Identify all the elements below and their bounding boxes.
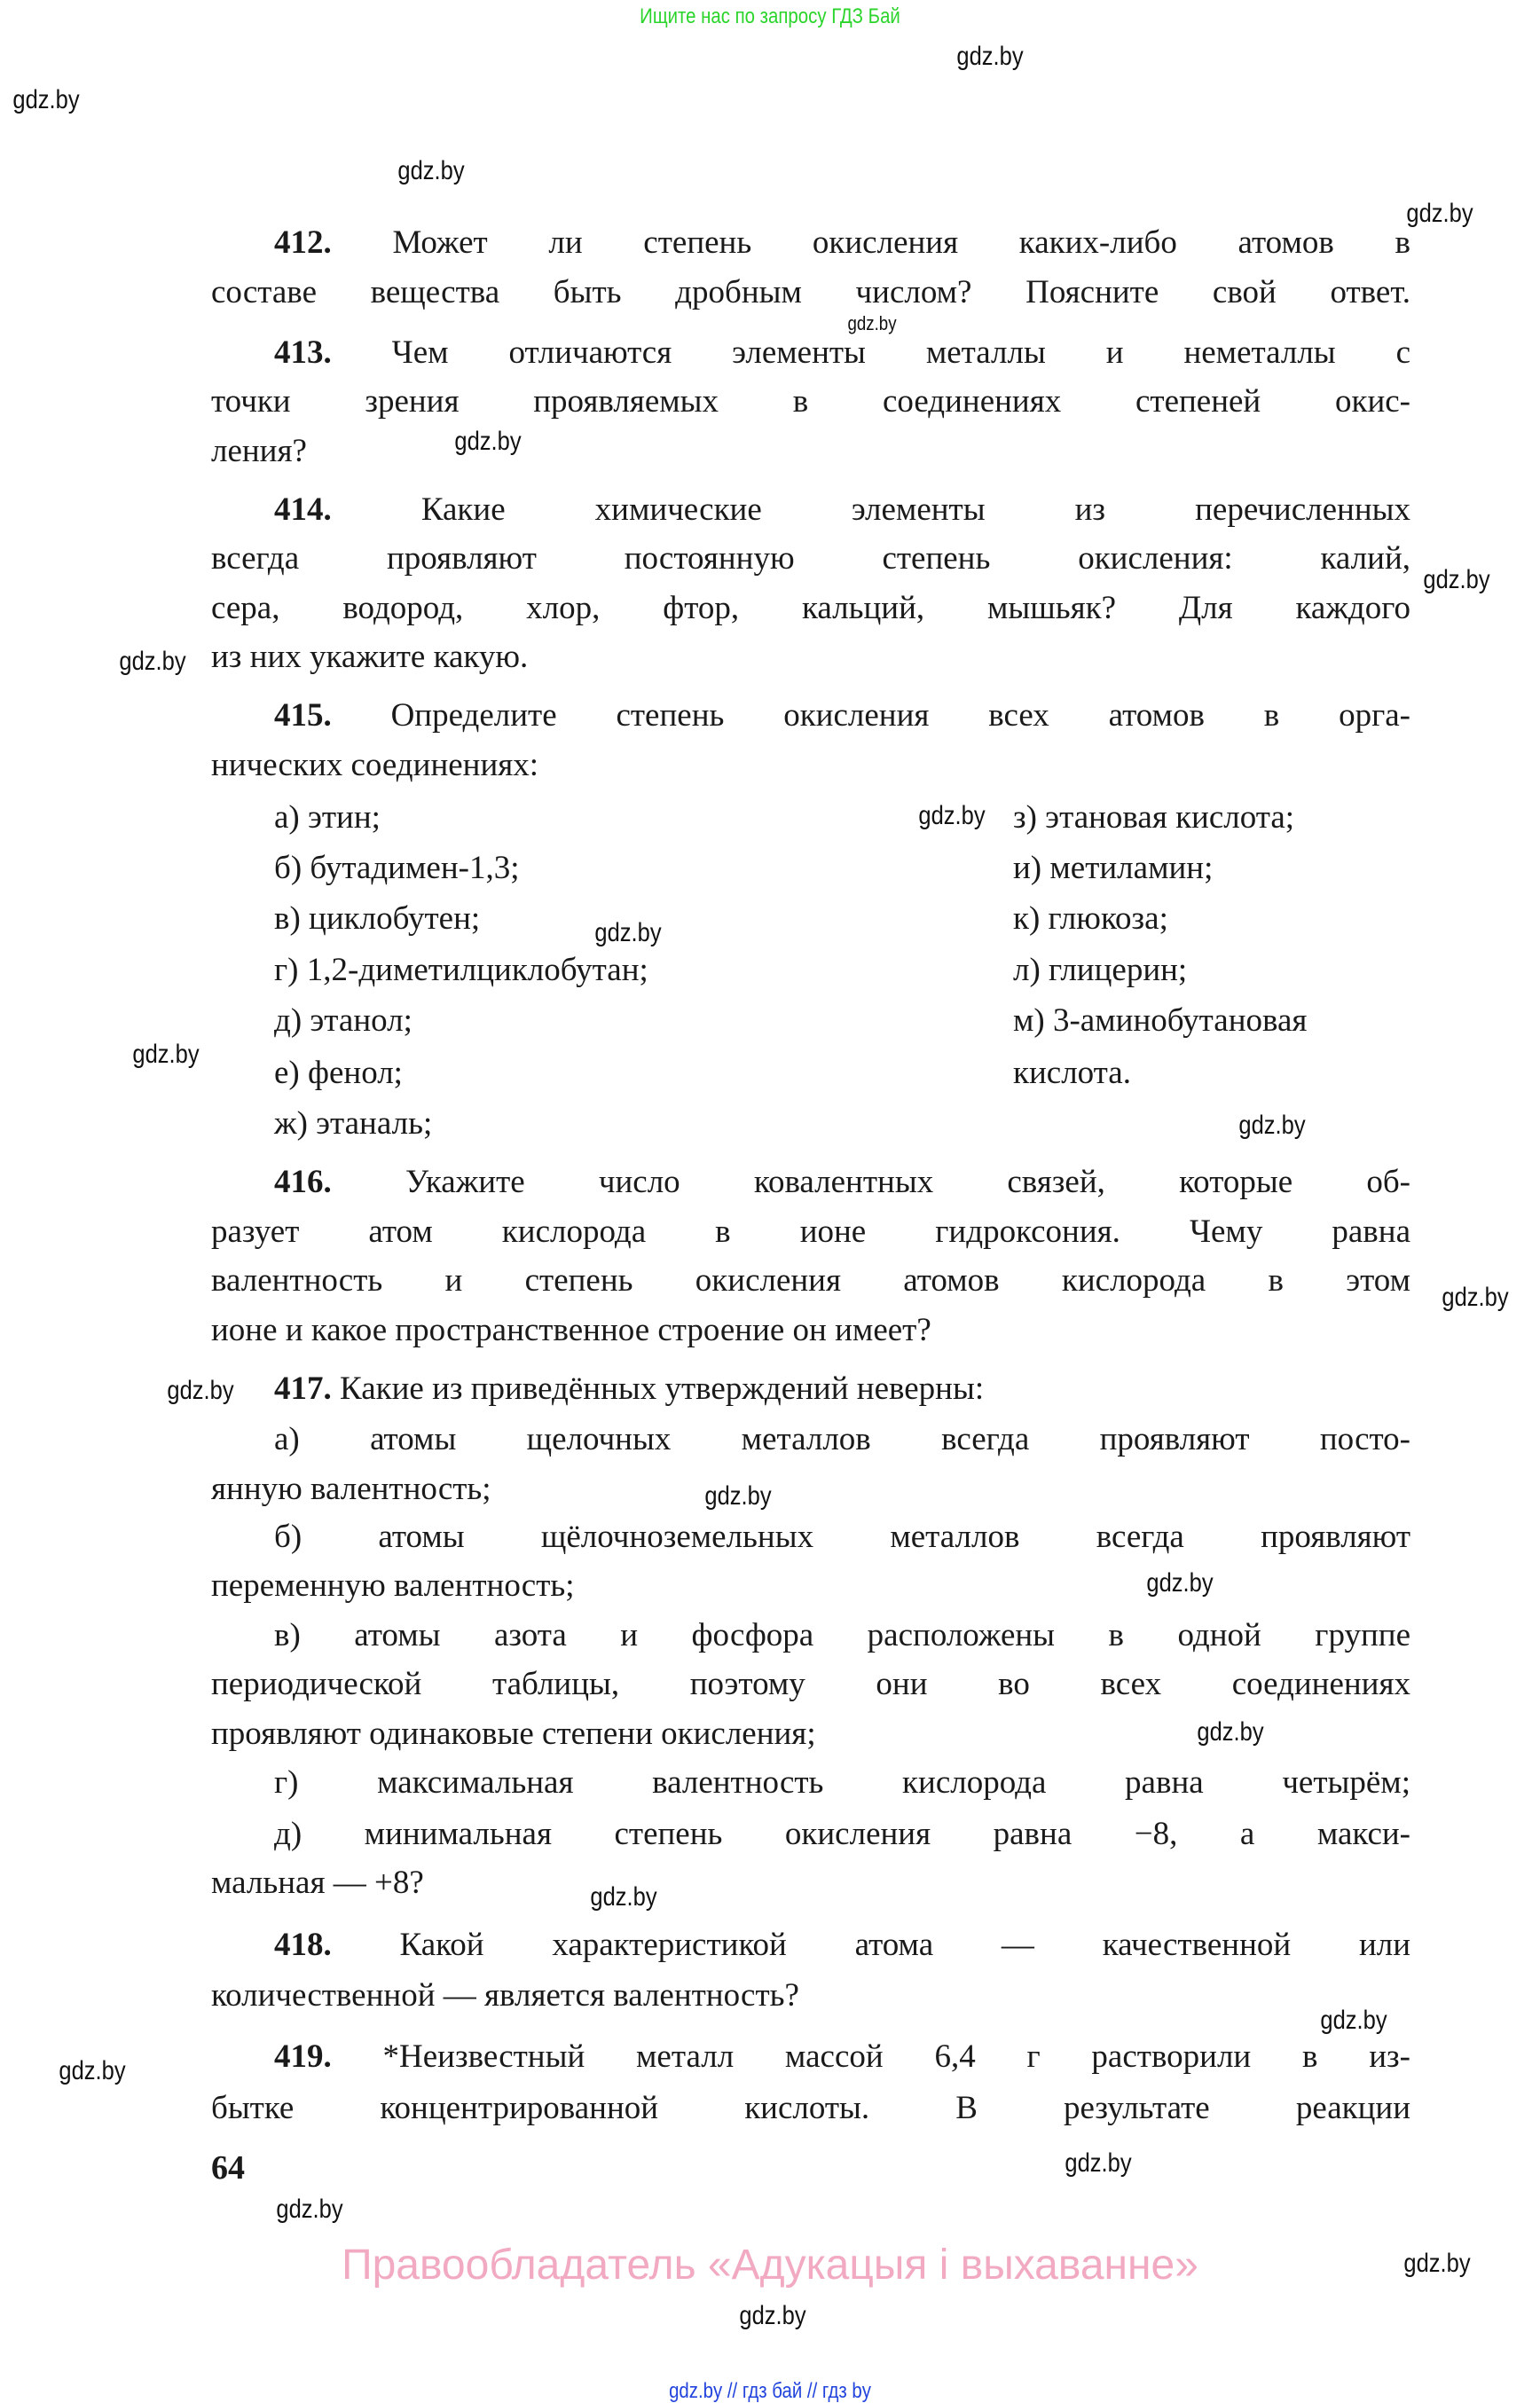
watermark: gdz.by <box>397 155 465 185</box>
watermark: gdz.by <box>703 1481 772 1512</box>
problem-number: 416. <box>274 1164 332 1201</box>
problem-text-line: составе вещества быть дробным числом? Поясните свой ответ. <box>211 273 1410 310</box>
watermark: gdz.by <box>1146 1567 1214 1598</box>
list-item: к) глюкоза; <box>1013 900 1168 938</box>
watermark: gdz.by <box>119 647 186 677</box>
problem-text-line: мальная — +8? <box>211 1865 424 1902</box>
problem-text-line: всегда проявляют постоянную степень окисления: калий, <box>211 540 1410 577</box>
problem-number: 419. <box>274 2038 332 2076</box>
problem-number: 415. <box>274 697 332 734</box>
problem-text-line: д) минимальная степень окисления равна −8, а макси- <box>274 1815 1410 1852</box>
problem-text-line: сера, водород, хлор, фтор, кальций, мышьяк? Для каждого <box>211 589 1410 626</box>
problem-text-line: б) атомы щёлочноземельных металлов всегда проявляют <box>274 1518 1410 1555</box>
problem-text-line: янную валентность; <box>211 1470 491 1507</box>
problem-first-line <box>274 2038 1410 2077</box>
watermark: gdz.by <box>276 2195 343 2225</box>
list-item: а) этин; <box>274 798 381 836</box>
list-item: м) 3-аминобутановая <box>1013 1001 1308 1039</box>
problem-text-line: разует атом кислорода в ионе гидроксония. Чему равна <box>211 1213 1410 1250</box>
watermark: gdz.by <box>59 2055 126 2085</box>
watermark: gdz.by <box>1442 1283 1509 1313</box>
watermark: gdz.by <box>1238 1111 1306 1141</box>
problem-text-line: проявляют одинаковые степени окисления; <box>211 1715 816 1752</box>
list-item: кислота. <box>1013 1054 1131 1091</box>
watermark: gdz.by <box>739 2300 807 2330</box>
list-item: л) глицерин; <box>1013 951 1188 988</box>
problem-text-line: переменную валентность; <box>211 1567 575 1605</box>
watermark: gdz.by <box>132 1040 200 1070</box>
problem-first-line <box>274 334 1410 373</box>
problem-text: Укажите число ковалентных связей, которые об- <box>405 1164 1410 1201</box>
list-item: б) бутадимен-1,3; <box>274 850 520 887</box>
problem-number: 412. <box>274 224 332 262</box>
problem-text: *Неизвестный металл массой 6,4 г растворили в из- <box>382 2038 1410 2076</box>
watermark: gdz.by <box>918 801 986 831</box>
list-item: д) этанол; <box>274 1001 412 1039</box>
list-item: е) фенол; <box>274 1054 403 1091</box>
watermark: gdz.by <box>590 1881 657 1912</box>
list-item: з) этановая кислота; <box>1013 798 1295 836</box>
problem-first-line <box>274 1370 984 1409</box>
problem-text-line: из них укажите какую. <box>211 639 529 676</box>
watermark: gdz.by <box>956 42 1024 72</box>
problem-first-line <box>274 224 1410 263</box>
problem-text: Чем отличаются элементы металлы и неметаллы с <box>391 334 1410 371</box>
watermark: gdz.by <box>454 427 522 457</box>
problem-text-line: г) максимальная валентность кислорода равна четырём; <box>274 1764 1410 1802</box>
page-number: 64 <box>211 2149 245 2187</box>
watermark: gdz.by <box>1423 565 1490 595</box>
problem-text-line: в) атомы азота и фосфора расположены в одной группе <box>274 1616 1410 1653</box>
watermark: gdz.by <box>1065 2148 1132 2179</box>
list-item: и) метиламин; <box>1013 850 1214 887</box>
watermark: gdz.by <box>1320 2005 1387 2035</box>
problem-number: 413. <box>274 334 332 371</box>
problem-first-line <box>274 1163 1410 1202</box>
problem-text-line: периодической таблицы, поэтому они во всех соединениях <box>211 1666 1410 1703</box>
problem-first-line <box>274 1926 1410 1965</box>
problem-text: Какой характеристикой атома — качественной или <box>399 1926 1411 1963</box>
problem-text-line: валентность и степень окисления атомов кислорода в этом <box>211 1262 1410 1300</box>
list-item: ж) этаналь; <box>274 1105 433 1143</box>
watermark: gdz.by <box>1403 2248 1471 2278</box>
problem-text: Какие из приведённых утверждений неверны: <box>340 1370 985 1407</box>
watermark: gdz.by <box>12 84 80 114</box>
problem-text-line: бытке концентрированной кислоты. В результате реакции <box>211 2089 1410 2126</box>
problem-text: Может ли степень окисления каких-либо атомов в <box>392 224 1410 262</box>
watermark: gdz.by <box>1406 199 1473 229</box>
watermark: gdz.by <box>1197 1717 1264 1747</box>
problem-text-line: ления? <box>211 432 307 469</box>
problem-text-line: ионе и какое пространственное строение он имеет? <box>211 1311 931 1348</box>
footer-links[interactable]: gdz.by // гдз бай // гдз by <box>669 2379 871 2403</box>
problem-number: 417. <box>274 1370 332 1407</box>
problem-number: 414. <box>274 491 332 528</box>
copyright-notice: Правообладатель «Адукацыя і выхаванне» <box>342 2242 1198 2289</box>
problem-text-line: нических соединениях: <box>211 746 539 783</box>
top-banner[interactable]: Ищите нас по запросу ГДЗ Бай <box>640 4 900 28</box>
list-item: г) 1,2-диметилциклобутан; <box>274 951 648 988</box>
problem-number: 418. <box>274 1926 332 1963</box>
problem-first-line <box>274 491 1410 530</box>
problem-first-line <box>274 696 1410 735</box>
watermark: gdz.by <box>594 918 662 948</box>
problem-text: Определите степень окисления всех атомов в орга- <box>390 697 1410 734</box>
problem-text: Какие химические элементы из перечисленных <box>420 491 1410 528</box>
watermark: gdz.by <box>847 311 897 334</box>
problem-text-line: точки зрения проявляемых в соединениях степеней окис- <box>211 383 1410 420</box>
list-item: в) циклобутен; <box>274 900 481 938</box>
problem-text-line: количественной — является валентность? <box>211 1976 799 2014</box>
problem-text-line: а) атомы щелочных металлов всегда проявляют посто- <box>274 1421 1410 1458</box>
watermark: gdz.by <box>167 1375 234 1405</box>
